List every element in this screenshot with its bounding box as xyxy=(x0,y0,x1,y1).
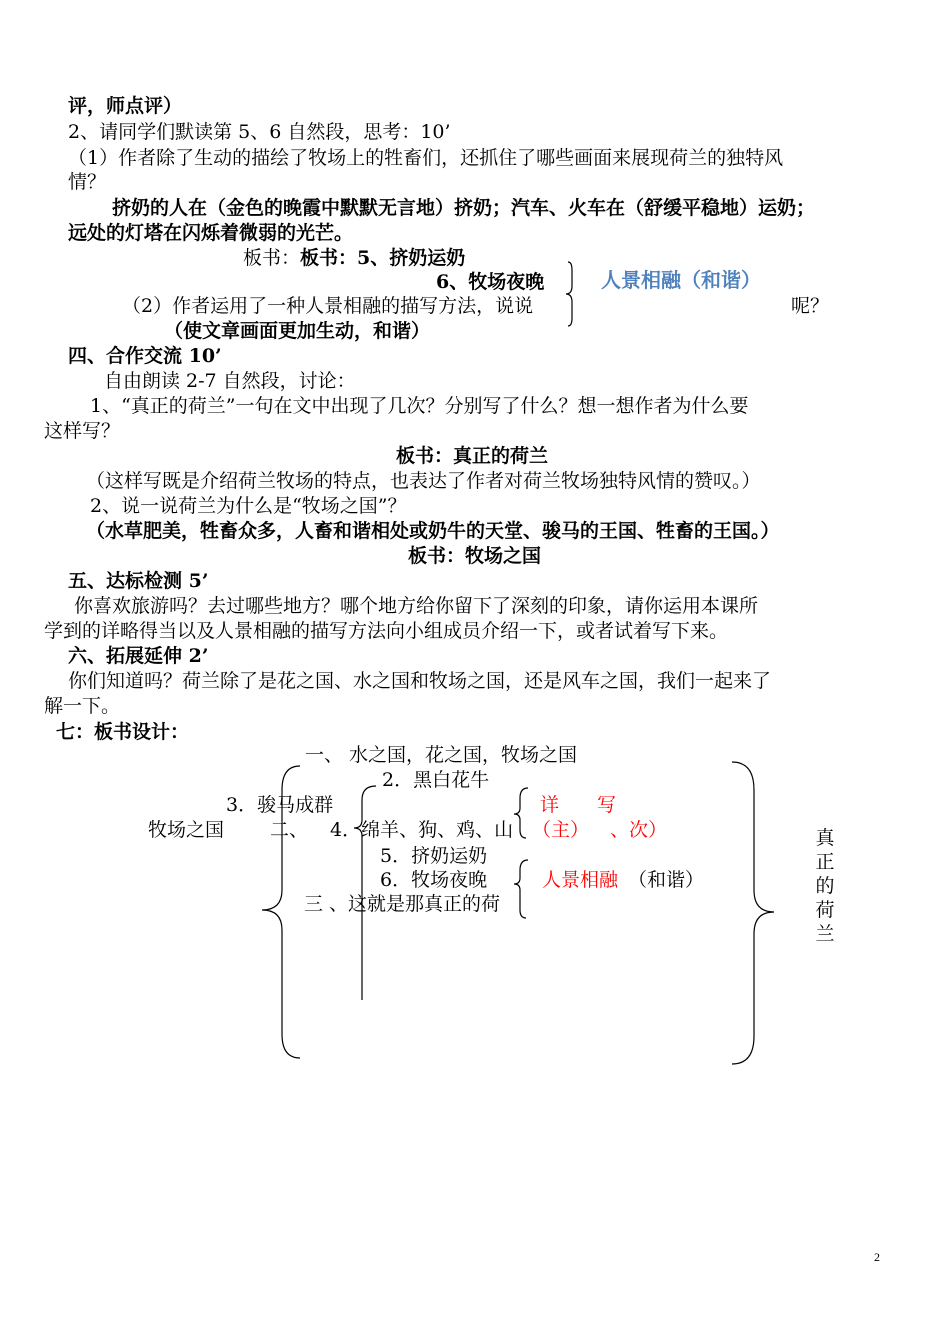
right-vertical-text: 真正的荷兰 xyxy=(815,827,835,945)
blue-annotation: 人景相融（和谐） xyxy=(601,268,761,292)
text-line: 呢？ xyxy=(791,295,830,317)
board-item: 5．挤奶运奶 xyxy=(380,845,488,867)
text-line: 学到的详略得当以及人景相融的描写方法向小组成员介绍一下，或者试着写下来。 xyxy=(44,620,729,642)
inner-brace xyxy=(354,786,376,1000)
text-line: 你们知道吗？荷兰除了是花之国、水之国和牧场之国，还是风车之国，我们一起来了 xyxy=(68,670,772,692)
detail-label: 详 写 xyxy=(540,794,617,816)
small-brace xyxy=(566,262,572,326)
answer-line: （水草肥美，牲畜众多，人畜和谐相处或奶牛的天堂、骏马的王国、牲畜的王国。） xyxy=(86,520,780,542)
secondary-label: 、次） xyxy=(610,819,668,841)
answer-line: （使文章画面更加生动，和谐） xyxy=(164,320,431,342)
text-line: （1）作者除了生动的描绘了牧场上的牲畜们，还抓住了哪些画面来展现荷兰的独特风 xyxy=(68,147,784,169)
section-heading: 四、合作交流 10’ xyxy=(68,345,222,367)
board-line-two: 二、 xyxy=(270,819,309,841)
section-heading: 六、拓展延伸 2’ xyxy=(68,645,209,667)
main-label: （主） xyxy=(532,819,590,841)
detail-brace xyxy=(514,788,528,838)
page-number: 2 xyxy=(874,1250,880,1264)
blackboard-note-item: 6、牧场夜晚 xyxy=(436,271,545,293)
fusion-note: （和谐） xyxy=(628,869,705,891)
blackboard-note: 板书：板书：5、挤奶运奶 xyxy=(243,247,466,269)
fusion-brace xyxy=(514,860,528,918)
text-line: （这样写既是介绍荷兰牧场的特点，也表达了作者对荷兰牧场独特风情的赞叹。） xyxy=(86,470,761,492)
text-line: 你喜欢旅游吗？去过哪些地方？哪个地方给你留下了深刻的印象，请你运用本课所 xyxy=(74,595,759,617)
blackboard-note: 板书：真正的荷兰 xyxy=(396,445,549,467)
board-left-title: 牧场之国 xyxy=(148,819,225,841)
section-heading: 七：板书设计： xyxy=(56,721,190,743)
section-heading: 五、达标检测 5’ xyxy=(68,570,209,592)
text-line: 这样写？ xyxy=(44,420,121,442)
blackboard-note: 板书：牧场之国 xyxy=(408,545,542,567)
text-line: 1、“真正的荷兰”一句在文中出现了几次？分别写了什么？想一想作者为什么要 xyxy=(90,395,749,417)
board-line-three: 三 、这就是那真正的荷 xyxy=(304,893,501,915)
answer-line: 远处的灯塔在闪烁着微弱的光芒。 xyxy=(68,222,354,244)
text-line: 情？ xyxy=(68,171,107,193)
board-item: 3．骏马成群 xyxy=(226,794,334,816)
text-line: 2、说一说荷兰为什么是“牧场之国”？ xyxy=(90,495,407,517)
board-line-one: 一、 水之国，花之国，牧场之国 xyxy=(305,744,578,766)
text-line: 评，师点评） xyxy=(68,95,183,117)
blackboard-note-item: 板书：5、挤奶运奶 xyxy=(300,247,466,269)
text-line: （2）作者运用了一种人景相融的描写方法，说说 xyxy=(122,295,534,317)
text-line: 2、请同学们默读第 5、6 自然段，思考：10’ xyxy=(68,121,451,143)
answer-line: 挤奶的人在（金色的晚霞中默默无言地）挤奶；汽车、火车在（舒缓平稳地）运奶； xyxy=(112,197,816,219)
fusion-label: 人景相融 xyxy=(542,869,619,891)
right-big-brace xyxy=(732,762,774,1064)
board-item: 2．黑白花牛 xyxy=(382,769,490,791)
board-item: 4．绵羊、狗、鸡、山 xyxy=(330,819,514,841)
left-big-brace xyxy=(262,766,300,1058)
text-line: 解一下。 xyxy=(44,695,121,717)
text-line: 自由朗读 2-7 自然段，讨论： xyxy=(104,370,356,392)
board-item: 6．牧场夜晚 xyxy=(380,869,488,891)
